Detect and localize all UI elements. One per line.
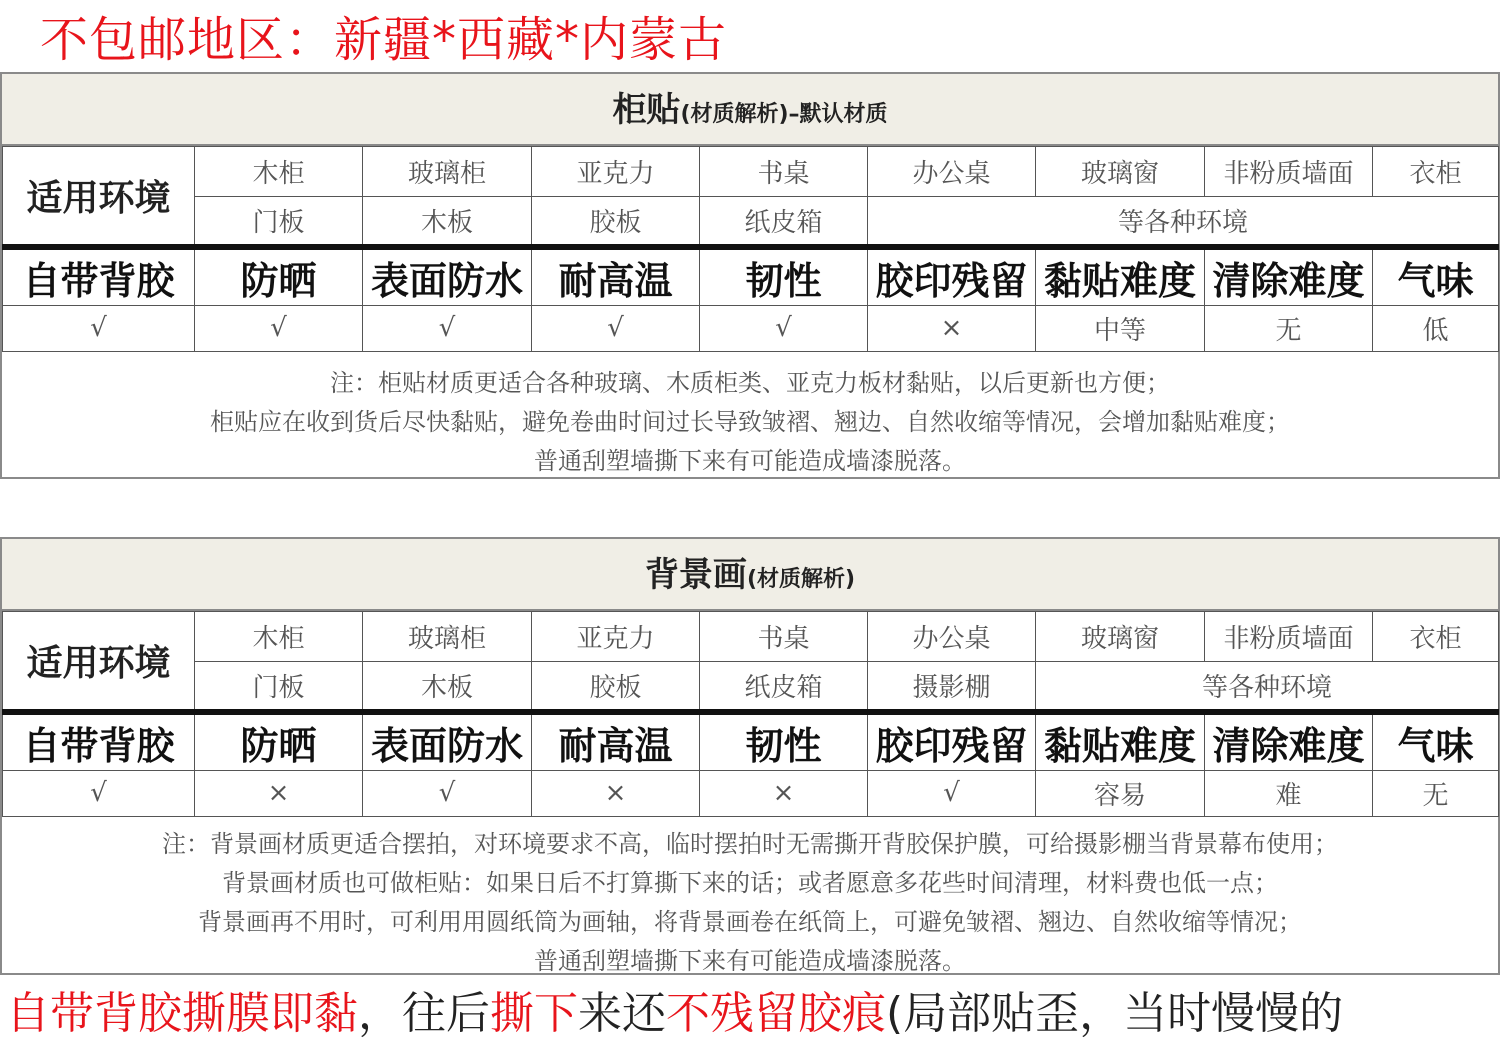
cabinet-sticker-panel bbox=[0, 72, 1500, 479]
env-cell: 木柜 bbox=[195, 147, 363, 197]
env-cell: 纸皮箱 bbox=[700, 662, 868, 712]
env-cell: 玻璃柜 bbox=[363, 612, 532, 662]
note-line: 普通刮塑墙撕下来有可能造成墙漆脱落。 bbox=[534, 447, 966, 475]
prop-value: 无 bbox=[1205, 305, 1373, 351]
notes bbox=[2, 825, 1498, 981]
env-cell: 玻璃柜 bbox=[363, 147, 532, 197]
prop-header: 气味 bbox=[1373, 712, 1499, 771]
prop-header: 韧性 bbox=[700, 247, 868, 306]
env-cell: 门板 bbox=[195, 662, 363, 712]
env-cell: 木板 bbox=[363, 662, 532, 712]
panel-title-sub: (材质解析)–默认材质 bbox=[680, 102, 888, 127]
prop-header: 气味 bbox=[1373, 247, 1499, 306]
prop-header: 清除难度 bbox=[1205, 247, 1373, 306]
footer-caption bbox=[6, 985, 1343, 1043]
prop-header: 耐高温 bbox=[532, 247, 700, 306]
prop-value: √ bbox=[868, 770, 1036, 816]
panel-title bbox=[2, 539, 1498, 611]
env-cell: 玻璃窗 bbox=[1036, 612, 1205, 662]
prop-header: 黏贴难度 bbox=[1036, 712, 1205, 771]
panel-title-sub: (材质解析) bbox=[746, 567, 856, 592]
panel-title-main: 背景画 bbox=[644, 555, 747, 595]
env-cell-merged: 等各种环境 bbox=[1036, 662, 1499, 712]
prop-value: √ bbox=[3, 305, 195, 351]
prop-value: √ bbox=[532, 305, 700, 351]
panel-title-main: 柜贴 bbox=[612, 90, 681, 130]
note-line: 背景画再不用时，可利用用圆纸筒为画轴，将背景画卷在纸筒上，可避免皱褶、翘边、自然收缩等情况； bbox=[198, 908, 1302, 936]
env-cell: 胶板 bbox=[532, 662, 700, 712]
footer-part: (局部贴歪，当时慢慢的 bbox=[886, 988, 1344, 1039]
prop-header: 自带背胶 bbox=[3, 712, 195, 771]
env-cell: 玻璃窗 bbox=[1036, 147, 1205, 197]
prop-header: 胶印残留 bbox=[868, 247, 1036, 306]
env-cell: 纸皮箱 bbox=[700, 197, 868, 247]
env-cell: 办公桌 bbox=[868, 147, 1036, 197]
prop-header: 防晒 bbox=[195, 247, 363, 306]
environment-table bbox=[2, 611, 1499, 817]
prop-value: √ bbox=[3, 770, 195, 816]
prop-value: √ bbox=[195, 305, 363, 351]
env-cell: 书桌 bbox=[700, 612, 868, 662]
env-cell: 非粉质墙面 bbox=[1205, 612, 1373, 662]
env-cell: 衣柜 bbox=[1373, 147, 1499, 197]
prop-value: × bbox=[700, 770, 868, 816]
env-cell: 摄影棚 bbox=[868, 662, 1036, 712]
prop-header: 韧性 bbox=[700, 712, 868, 771]
prop-value: √ bbox=[363, 770, 532, 816]
prop-value: 低 bbox=[1373, 305, 1499, 351]
panel-title bbox=[2, 74, 1498, 146]
note-line: 注：背景画材质更适合摆拍，对环境要求不高，临时摆拍时无需撕开背胶保护膜，可给摄影棚当背景幕布使用； bbox=[162, 830, 1338, 858]
prop-value: 容易 bbox=[1036, 770, 1205, 816]
note-line: 背景画材质也可做柜贴：如果日后不打算撕下来的话；或者愿意多花些时间清理，材料费也低一点； bbox=[222, 869, 1278, 897]
prop-value: 难 bbox=[1205, 770, 1373, 816]
env-cell: 书桌 bbox=[700, 147, 868, 197]
env-cell: 亚克力 bbox=[532, 147, 700, 197]
env-label: 适用环境 bbox=[3, 147, 195, 247]
prop-value: √ bbox=[700, 305, 868, 351]
notes bbox=[2, 364, 1498, 481]
prop-header: 自带背胶 bbox=[3, 247, 195, 306]
env-cell: 木柜 bbox=[195, 612, 363, 662]
env-cell: 非粉质墙面 bbox=[1205, 147, 1373, 197]
env-cell: 办公桌 bbox=[868, 612, 1036, 662]
footer-part: 不残留胶痕 bbox=[666, 988, 886, 1039]
note-line: 柜贴应在收到货后尽快黏贴，避免卷曲时间过长导致皱褶、翘边、自然收缩等情况，会增加黏贴难度； bbox=[210, 408, 1290, 436]
note-line: 普通刮塑墙撕下来有可能造成墙漆脱落。 bbox=[534, 947, 966, 975]
prop-header: 胶印残留 bbox=[868, 712, 1036, 771]
footer-part: 撕下 bbox=[490, 988, 578, 1039]
env-cell-merged: 等各种环境 bbox=[868, 197, 1499, 247]
footer-part: 自带背胶撕膜即黏 bbox=[6, 988, 358, 1039]
env-cell: 亚克力 bbox=[532, 612, 700, 662]
prop-value: × bbox=[195, 770, 363, 816]
env-cell: 门板 bbox=[195, 197, 363, 247]
env-label: 适用环境 bbox=[3, 612, 195, 712]
prop-header: 防晒 bbox=[195, 712, 363, 771]
note-line: 注：柜贴材质更适合各种玻璃、木质柜类、亚克力板材黏贴，以后更新也方便； bbox=[330, 369, 1170, 397]
prop-value: 无 bbox=[1373, 770, 1499, 816]
prop-header: 清除难度 bbox=[1205, 712, 1373, 771]
prop-value: × bbox=[532, 770, 700, 816]
prop-header: 耐高温 bbox=[532, 712, 700, 771]
env-cell: 衣柜 bbox=[1373, 612, 1499, 662]
prop-header: 黏贴难度 bbox=[1036, 247, 1205, 306]
footer-part: ，往后 bbox=[358, 988, 490, 1039]
backdrop-panel bbox=[0, 537, 1500, 975]
prop-value: × bbox=[868, 305, 1036, 351]
prop-value: 中等 bbox=[1036, 305, 1205, 351]
prop-value: √ bbox=[363, 305, 532, 351]
env-cell: 木板 bbox=[363, 197, 532, 247]
prop-header: 表面防水 bbox=[363, 712, 532, 771]
env-cell: 胶板 bbox=[532, 197, 700, 247]
environment-table bbox=[2, 146, 1499, 352]
footer-part: 来还 bbox=[578, 988, 666, 1039]
headline: 不包邮地区：新疆*西藏*内蒙古 bbox=[40, 12, 728, 68]
prop-header: 表面防水 bbox=[363, 247, 532, 306]
